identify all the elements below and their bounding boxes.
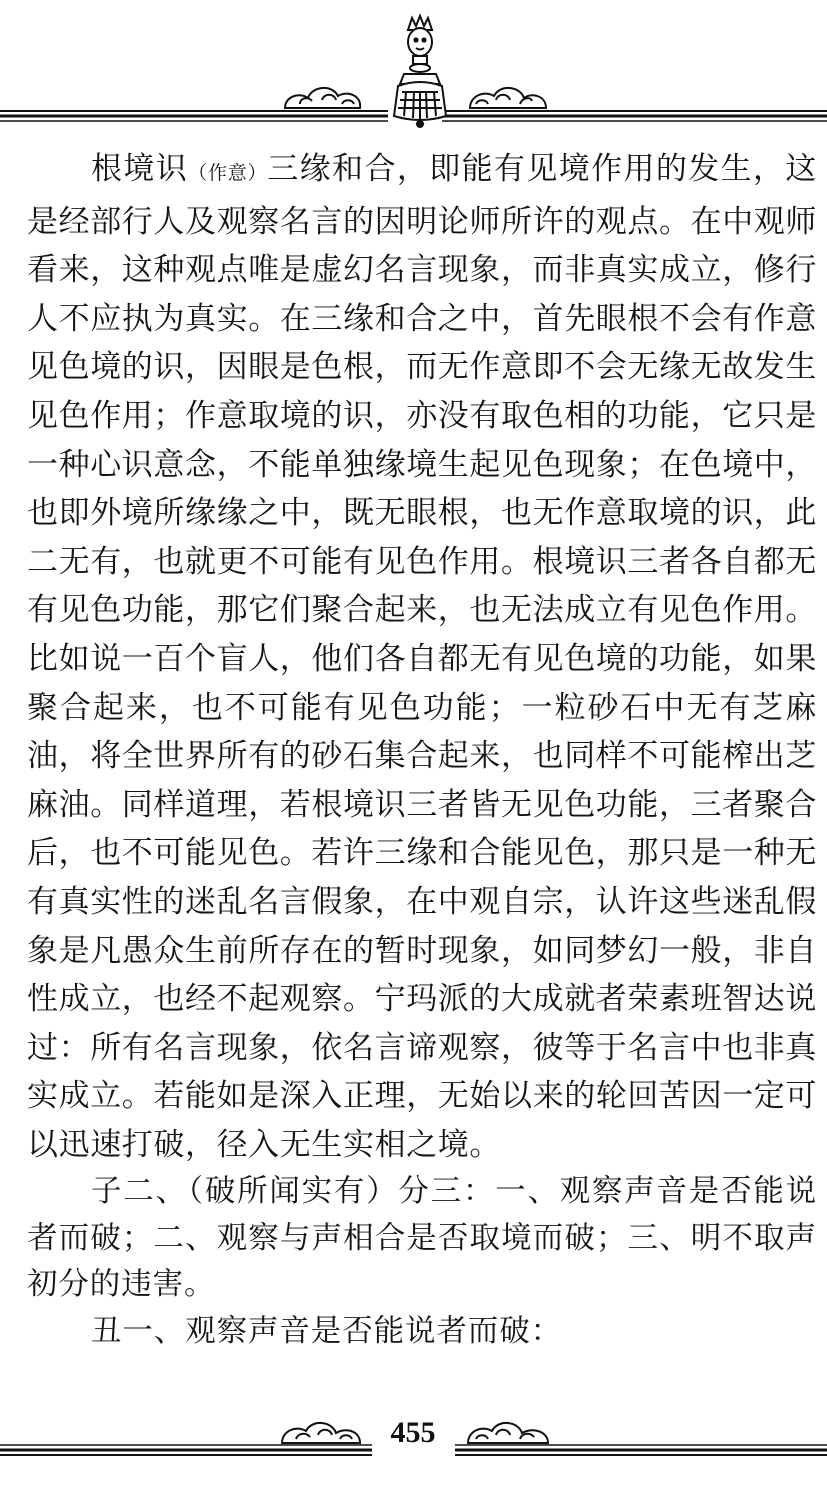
paragraph-1-rest: 三缘和合，即能有见境作用的发生，这是经部行人及观察名言的因明论师所许的观点。在中观师看来，这种观点唯是虚幻名言现象，而非真实成立，修行人不应执为真实。在三缘和合之中，首先眼根不会有作意见色境的识，因眼是色根，而无作意即不会无缘无故发生见色作用；作意取境的识，亦没有取色相的功能，它只是一种心识意念，不能单独缘境生起见色现象；在色境中，也即外境所缘缘之中，既无眼根，也无作意取境的识，此二无有，也就更不可能有见色作用。根境识三者各自都无有见色功能，那它们聚合起来，也无法成立有见色作用。比如说一百个盲人，他们各自都无有见色境的功能，如果聚合起来，也不可能有见色功能；一粒砂石中无有芝麻油，将全世界所有的砂石集合起来，也同样不可能榨出芝麻油。同样道理，若根境识三者皆无见色功能，三者聚合后，也不可能见色。若许三缘和合能见色，那只是一种无有真实性的迷乱名言假象，在中观自宗，认许这些迷乱假象是凡愚众生前所存在的暂时现象，如同梦幻一般，非自性成立，也经不起观察。宁玛派的大成就者荣素班智达说过：所有名言现象，依名言谛观察，彼等于名言中也非真实成立。若能如是深入正理，无始以来的轮回苦因一定可以迅速打破，径入无生实相之境。 bbox=[27, 151, 817, 1163]
footer-cloud-left-icon bbox=[282, 1423, 360, 1443]
paragraph-1 bbox=[27, 145, 817, 1169]
header-rule-right bbox=[442, 111, 827, 121]
footer-rule-left bbox=[0, 1445, 372, 1455]
paragraph-1-note: （作意） bbox=[188, 162, 268, 184]
body-text bbox=[27, 145, 817, 1355]
paragraph-2: 子二、（破所闻实有）分三：一、观察声音是否能说者而破；二、观察与声相合是否取境而破；三、明不取声初分的违害。 bbox=[27, 1174, 817, 1303]
footer-rule-right bbox=[455, 1445, 827, 1455]
paragraph-1-lead: 根境识 bbox=[91, 151, 189, 187]
header-rule-left bbox=[0, 111, 388, 121]
header-cloud-right-icon bbox=[470, 88, 546, 108]
header-cloud-left-icon bbox=[285, 88, 360, 108]
paragraph-3: 丑一、观察声音是否能说者而破： bbox=[91, 1313, 562, 1349]
page-number: 455 bbox=[390, 1416, 436, 1449]
header-ornament bbox=[0, 0, 827, 135]
footer-cloud-right-icon bbox=[468, 1423, 548, 1443]
header-stupa-icon bbox=[394, 16, 446, 127]
